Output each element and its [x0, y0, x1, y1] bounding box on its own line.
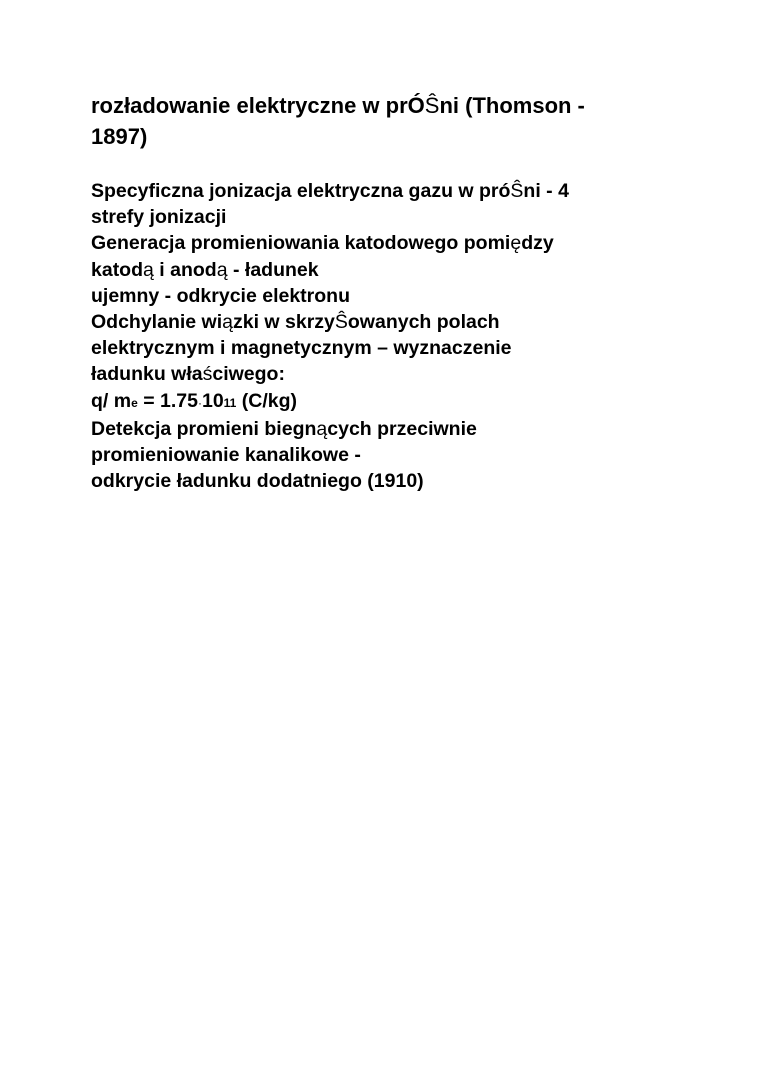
body-line-4-glyph-1: ą [143, 258, 154, 281]
body-line-3 [91, 230, 711, 256]
body-line-6 [91, 309, 711, 335]
body-line-10-a: Detekcja promieni biegn [91, 417, 317, 440]
body-paragraph [91, 178, 711, 494]
body-line-12: odkrycie ładunku dodatniego (1910) [91, 470, 424, 493]
body-line-6-b: zki w skrzy [232, 311, 335, 334]
body-line-2: strefy jonizacji [91, 206, 227, 229]
body-line-4-b: i anod [153, 258, 217, 281]
body-line-10-b: cych przeciwnie [327, 417, 477, 440]
body-line-1-b: ni - 4 [523, 180, 569, 202]
body-line-6-glyph: ą [222, 311, 233, 334]
formula-exponent: 11 [223, 395, 237, 410]
body-line-4-glyph-2: ą [216, 258, 228, 281]
body-line-8-b: ciwego: [212, 363, 285, 386]
title-line-2: 1897) [91, 124, 148, 149]
body-line-6-a: Odchylanie wi [91, 311, 223, 334]
title-text-b: ni (Thomson - [439, 93, 585, 118]
body-line-10 [91, 416, 711, 442]
body-line-8-glyph: ś [202, 363, 213, 386]
body-line-5: ujemny - odkrycie elektronu [91, 284, 350, 307]
body-line-1-a: Specyficzna jonizacja elektryczna gazu w pró [91, 180, 511, 202]
body-line-6-glyph-2: Ŝ [334, 311, 348, 334]
body-line-3-glyph: ę [510, 232, 522, 255]
body-line-11: promieniowanie kanalikowe - [91, 444, 361, 467]
formula-q-m: q/ m [91, 389, 132, 412]
formula-line [91, 388, 711, 416]
body-line-7: elektrycznym i magnetycznym – wyznaczenie [91, 337, 512, 360]
body-line-4-a: katod [91, 258, 144, 281]
body-line-3-a: Generacja promieniowania katodowego pomi [91, 232, 511, 255]
formula-dot: · [197, 395, 202, 410]
body-line-1-glyph: Ŝ [510, 180, 524, 202]
body-line-6-c: owanych polach [347, 311, 500, 334]
formula-subscript-e: e [131, 395, 138, 410]
body-line-10-glyph: ą [316, 417, 328, 440]
title-glyph: Ŝ [424, 93, 440, 118]
body-line-3-b: dzy [521, 232, 554, 255]
body-line-8-a: ładunku wła [91, 363, 203, 386]
body-line-4-c: - ładunek [227, 258, 319, 281]
body-line-4 [91, 257, 711, 283]
formula-base: 10 [201, 389, 224, 412]
title-line-1 [91, 90, 691, 121]
formula-unit: (C/kg) [236, 389, 298, 412]
title-text-a: rozładowanie elektryczne w prÓ [91, 93, 425, 118]
body-line-8 [91, 361, 711, 387]
body-line-1 [91, 178, 711, 204]
page-title [91, 90, 691, 152]
formula-value: = 1.75 [137, 389, 198, 412]
